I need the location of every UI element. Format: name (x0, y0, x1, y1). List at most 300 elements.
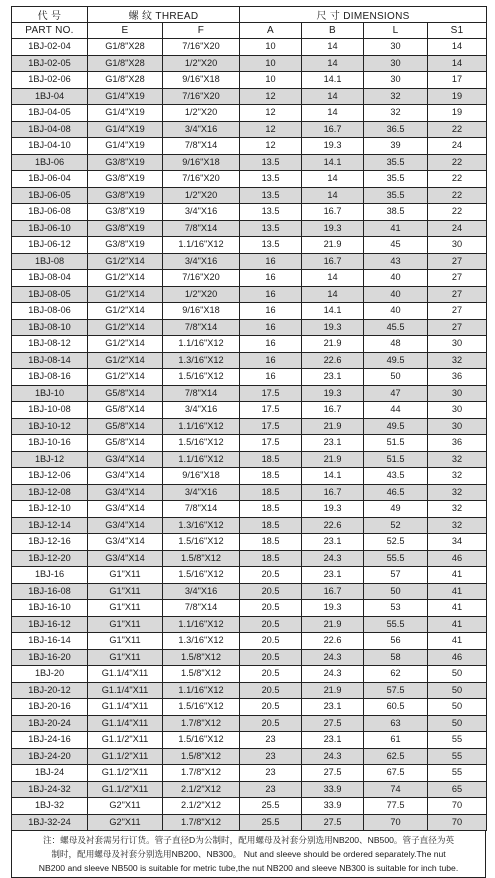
dimension-sheet (11, 6, 486, 878)
cell-thread-f: 3/4"X16 (163, 121, 240, 138)
table-row (12, 187, 487, 204)
cell-part-no: 1BJ-20-12 (12, 682, 88, 699)
cell-dim-l: 40 (364, 270, 428, 287)
cell-thread-e: G1.1/4"X11 (88, 715, 163, 732)
cell-dim-a: 23 (240, 781, 302, 798)
table-row (12, 501, 487, 518)
cell-dim-l: 30 (364, 55, 428, 72)
cell-dim-a: 20.5 (240, 715, 302, 732)
cell-dim-l: 30 (364, 72, 428, 89)
cell-thread-f: 2.1/2"X12 (163, 798, 240, 815)
cell-thread-f: 1.5/8"X12 (163, 748, 240, 765)
cell-part-no: 1BJ-06-08 (12, 204, 88, 221)
cell-thread-f: 1.1/16"X12 (163, 451, 240, 468)
cell-thread-e: G1/2"X14 (88, 369, 163, 386)
cell-part-no: 1BJ-12-10 (12, 501, 88, 518)
cell-dim-a: 20.5 (240, 666, 302, 683)
order-note (11, 831, 486, 878)
cell-dim-b: 16.7 (302, 253, 364, 270)
table-row (12, 286, 487, 303)
cell-dim-l: 40 (364, 303, 428, 320)
table-row (12, 303, 487, 320)
table-row (12, 517, 487, 534)
cell-dim-s1: 14 (428, 39, 487, 56)
cell-thread-f: 1/2"X20 (163, 55, 240, 72)
cell-part-no: 1BJ-02-04 (12, 39, 88, 56)
cell-dim-b: 27.5 (302, 715, 364, 732)
cell-dim-a: 13.5 (240, 237, 302, 254)
cell-dim-b: 19.3 (302, 501, 364, 518)
cell-part-no: 1BJ-06-12 (12, 237, 88, 254)
cell-dim-s1: 55 (428, 748, 487, 765)
cell-dim-s1: 19 (428, 105, 487, 122)
header-thread: 螺 纹 THREAD (88, 7, 240, 23)
cell-part-no: 1BJ-10 (12, 385, 88, 402)
cell-dim-a: 18.5 (240, 451, 302, 468)
cell-thread-f: 1/2"X20 (163, 105, 240, 122)
cell-dim-b: 14 (302, 55, 364, 72)
cell-dim-s1: 27 (428, 286, 487, 303)
cell-dim-l: 43 (364, 253, 428, 270)
cell-thread-e: G3/4"X14 (88, 550, 163, 567)
cell-part-no: 1BJ-24-20 (12, 748, 88, 765)
header-dimensions: 尺 寸 DIMENSIONS (240, 7, 487, 23)
cell-dim-l: 45 (364, 237, 428, 254)
cell-thread-e: G5/8"X14 (88, 418, 163, 435)
cell-dim-l: 52.5 (364, 534, 428, 551)
cell-thread-e: G1/2"X14 (88, 319, 163, 336)
cell-dim-l: 39 (364, 138, 428, 155)
cell-dim-a: 23 (240, 765, 302, 782)
header-col-b: B (302, 23, 364, 39)
cell-thread-f: 3/4"X16 (163, 204, 240, 221)
cell-thread-f: 1.5/16"X12 (163, 567, 240, 584)
cell-dim-a: 23 (240, 748, 302, 765)
cell-dim-l: 51.5 (364, 435, 428, 452)
cell-dim-l: 35.5 (364, 187, 428, 204)
header-col-a: A (240, 23, 302, 39)
cell-thread-e: G1/4"X19 (88, 138, 163, 155)
cell-dim-b: 27.5 (302, 814, 364, 831)
cell-part-no: 1BJ-16-08 (12, 583, 88, 600)
cell-dim-s1: 32 (428, 484, 487, 501)
cell-dim-l: 67.5 (364, 765, 428, 782)
cell-dim-l: 41 (364, 220, 428, 237)
table-row (12, 534, 487, 551)
cell-thread-e: G1.1/4"X11 (88, 699, 163, 716)
cell-thread-f: 1.3/16"X12 (163, 517, 240, 534)
cell-dim-s1: 19 (428, 88, 487, 105)
cell-dim-s1: 65 (428, 781, 487, 798)
cell-part-no: 1BJ-12-16 (12, 534, 88, 551)
cell-part-no: 1BJ-32-24 (12, 814, 88, 831)
cell-dim-b: 14 (302, 39, 364, 56)
cell-dim-s1: 22 (428, 204, 487, 221)
cell-dim-b: 14 (302, 270, 364, 287)
cell-dim-s1: 30 (428, 385, 487, 402)
cell-dim-s1: 32 (428, 501, 487, 518)
cell-dim-l: 77.5 (364, 798, 428, 815)
cell-dim-s1: 36 (428, 435, 487, 452)
cell-dim-l: 50 (364, 369, 428, 386)
cell-thread-e: G5/8"X14 (88, 402, 163, 419)
table-row (12, 781, 487, 798)
cell-dim-b: 14.1 (302, 72, 364, 89)
cell-dim-a: 12 (240, 88, 302, 105)
cell-thread-f: 1.1/16"X12 (163, 336, 240, 353)
cell-dim-a: 18.5 (240, 468, 302, 485)
cell-dim-b: 24.3 (302, 649, 364, 666)
cell-dim-b: 24.3 (302, 748, 364, 765)
cell-thread-e: G3/8"X19 (88, 171, 163, 188)
cell-dim-b: 21.9 (302, 616, 364, 633)
cell-dim-s1: 55 (428, 732, 487, 749)
cell-dim-b: 21.9 (302, 682, 364, 699)
cell-dim-a: 18.5 (240, 501, 302, 518)
cell-dim-s1: 32 (428, 352, 487, 369)
cell-dim-s1: 22 (428, 187, 487, 204)
cell-thread-f: 1.7/8"X12 (163, 765, 240, 782)
cell-dim-b: 14 (302, 171, 364, 188)
cell-dim-a: 16 (240, 270, 302, 287)
cell-thread-f: 1.5/16"X12 (163, 732, 240, 749)
cell-thread-f: 1.1/16"X12 (163, 682, 240, 699)
cell-dim-l: 49.5 (364, 418, 428, 435)
note-line-3: NB200 and sleeve NB500 is suitable for metric tube,the nut NB200 and sleeve NB300 is suitable for inch tube. (38, 863, 459, 873)
cell-thread-e: G1/4"X19 (88, 105, 163, 122)
table-row (12, 583, 487, 600)
cell-part-no: 1BJ-12-20 (12, 550, 88, 567)
cell-dim-a: 20.5 (240, 616, 302, 633)
dimension-table (11, 6, 487, 831)
cell-dim-b: 16.7 (302, 484, 364, 501)
cell-dim-a: 20.5 (240, 649, 302, 666)
cell-dim-l: 32 (364, 88, 428, 105)
header-col-l: L (364, 23, 428, 39)
table-row (12, 237, 487, 254)
cell-dim-l: 61 (364, 732, 428, 749)
cell-part-no: 1BJ-06-10 (12, 220, 88, 237)
cell-dim-b: 22.6 (302, 352, 364, 369)
cell-dim-l: 35.5 (364, 154, 428, 171)
cell-dim-l: 53 (364, 600, 428, 617)
cell-dim-s1: 41 (428, 633, 487, 650)
cell-dim-b: 23.1 (302, 732, 364, 749)
cell-dim-s1: 30 (428, 237, 487, 254)
table-row (12, 451, 487, 468)
cell-thread-f: 1.1/16"X12 (163, 616, 240, 633)
cell-dim-b: 22.6 (302, 633, 364, 650)
cell-dim-a: 12 (240, 121, 302, 138)
note-line-2: 制时，配用螺母及衬套分别选用NB200、NB300。 Nut and sleeve should be ordered separately.The nut (51, 849, 446, 859)
cell-thread-e: G1/2"X14 (88, 286, 163, 303)
cell-dim-a: 17.5 (240, 418, 302, 435)
cell-dim-b: 19.3 (302, 138, 364, 155)
cell-part-no: 1BJ-24-32 (12, 781, 88, 798)
cell-dim-l: 49.5 (364, 352, 428, 369)
cell-dim-s1: 30 (428, 402, 487, 419)
cell-thread-f: 1.5/8"X12 (163, 666, 240, 683)
header-col-f: F (163, 23, 240, 39)
table-row (12, 435, 487, 452)
cell-thread-f: 7/8"X14 (163, 501, 240, 518)
table-row (12, 666, 487, 683)
cell-dim-s1: 50 (428, 715, 487, 732)
cell-dim-b: 14.1 (302, 303, 364, 320)
cell-dim-a: 13.5 (240, 204, 302, 221)
cell-dim-s1: 41 (428, 583, 487, 600)
cell-thread-f: 1.5/16"X12 (163, 435, 240, 452)
cell-thread-f: 3/4"X16 (163, 583, 240, 600)
table-row (12, 699, 487, 716)
cell-dim-b: 23.1 (302, 699, 364, 716)
cell-dim-b: 22.6 (302, 517, 364, 534)
cell-dim-a: 16 (240, 253, 302, 270)
cell-thread-f: 9/16"X18 (163, 72, 240, 89)
cell-part-no: 1BJ-06-05 (12, 187, 88, 204)
cell-dim-s1: 32 (428, 451, 487, 468)
table-row (12, 55, 487, 72)
cell-dim-s1: 24 (428, 138, 487, 155)
cell-dim-a: 18.5 (240, 550, 302, 567)
cell-dim-s1: 50 (428, 666, 487, 683)
cell-part-no: 1BJ-12-08 (12, 484, 88, 501)
cell-thread-f: 1.5/8"X12 (163, 550, 240, 567)
cell-part-no: 1BJ-12-06 (12, 468, 88, 485)
cell-dim-l: 51.5 (364, 451, 428, 468)
cell-dim-l: 49 (364, 501, 428, 518)
cell-dim-s1: 50 (428, 682, 487, 699)
cell-dim-a: 20.5 (240, 699, 302, 716)
cell-dim-s1: 46 (428, 649, 487, 666)
cell-thread-e: G3/8"X19 (88, 204, 163, 221)
cell-dim-l: 62.5 (364, 748, 428, 765)
cell-thread-f: 7/16"X20 (163, 171, 240, 188)
cell-dim-s1: 46 (428, 550, 487, 567)
cell-dim-s1: 22 (428, 121, 487, 138)
cell-dim-b: 33.9 (302, 798, 364, 815)
cell-part-no: 1BJ-04 (12, 88, 88, 105)
table-row (12, 633, 487, 650)
table-row (12, 765, 487, 782)
cell-part-no: 1BJ-08-10 (12, 319, 88, 336)
cell-thread-e: G1/4"X19 (88, 121, 163, 138)
cell-thread-e: G1/4"X19 (88, 88, 163, 105)
cell-dim-a: 10 (240, 55, 302, 72)
cell-dim-a: 12 (240, 105, 302, 122)
cell-thread-e: G1.1/4"X11 (88, 666, 163, 683)
cell-dim-b: 21.9 (302, 336, 364, 353)
cell-dim-b: 19.3 (302, 220, 364, 237)
cell-dim-s1: 14 (428, 55, 487, 72)
cell-dim-a: 17.5 (240, 435, 302, 452)
cell-part-no: 1BJ-10-08 (12, 402, 88, 419)
cell-dim-b: 14.1 (302, 468, 364, 485)
cell-thread-f: 9/16"X18 (163, 468, 240, 485)
cell-dim-a: 25.5 (240, 798, 302, 815)
cell-dim-b: 19.3 (302, 319, 364, 336)
table-row (12, 484, 487, 501)
cell-thread-f: 2.1/2"X12 (163, 781, 240, 798)
cell-dim-b: 23.1 (302, 369, 364, 386)
cell-thread-f: 1.1/16"X12 (163, 418, 240, 435)
cell-dim-a: 17.5 (240, 385, 302, 402)
cell-thread-e: G3/4"X14 (88, 484, 163, 501)
cell-dim-a: 16 (240, 303, 302, 320)
table-row (12, 418, 487, 435)
table-row (12, 121, 487, 138)
table-row (12, 600, 487, 617)
cell-thread-f: 1.1/16"X12 (163, 237, 240, 254)
cell-part-no: 1BJ-06 (12, 154, 88, 171)
cell-thread-e: G1.1/2"X11 (88, 765, 163, 782)
cell-dim-s1: 24 (428, 220, 487, 237)
cell-dim-b: 27.5 (302, 765, 364, 782)
table-row (12, 402, 487, 419)
cell-dim-l: 47 (364, 385, 428, 402)
cell-part-no: 1BJ-24 (12, 765, 88, 782)
table-row (12, 88, 487, 105)
cell-thread-f: 7/8"X14 (163, 319, 240, 336)
cell-dim-l: 36.5 (364, 121, 428, 138)
cell-dim-a: 16 (240, 369, 302, 386)
cell-thread-e: G5/8"X14 (88, 385, 163, 402)
cell-dim-l: 46.5 (364, 484, 428, 501)
cell-dim-b: 33.9 (302, 781, 364, 798)
table-row (12, 319, 487, 336)
cell-dim-a: 13.5 (240, 187, 302, 204)
cell-thread-e: G2"X11 (88, 798, 163, 815)
cell-thread-e: G1/2"X14 (88, 352, 163, 369)
cell-dim-b: 14 (302, 105, 364, 122)
cell-thread-e: G1/2"X14 (88, 336, 163, 353)
cell-dim-b: 14.1 (302, 154, 364, 171)
cell-dim-a: 18.5 (240, 484, 302, 501)
cell-dim-a: 20.5 (240, 682, 302, 699)
cell-dim-a: 13.5 (240, 220, 302, 237)
cell-dim-s1: 34 (428, 534, 487, 551)
cell-dim-b: 23.1 (302, 435, 364, 452)
table-row (12, 39, 487, 56)
cell-dim-b: 14 (302, 286, 364, 303)
cell-dim-l: 56 (364, 633, 428, 650)
cell-part-no: 1BJ-08-06 (12, 303, 88, 320)
table-body (12, 39, 487, 831)
cell-dim-a: 10 (240, 72, 302, 89)
cell-dim-s1: 22 (428, 171, 487, 188)
cell-dim-a: 20.5 (240, 583, 302, 600)
cell-dim-b: 14 (302, 88, 364, 105)
cell-dim-b: 21.9 (302, 418, 364, 435)
cell-thread-e: G1.1/4"X11 (88, 682, 163, 699)
cell-thread-f: 1.5/16"X12 (163, 699, 240, 716)
cell-dim-l: 40 (364, 286, 428, 303)
cell-part-no: 1BJ-08-14 (12, 352, 88, 369)
header-part-en: PART NO. (12, 23, 88, 39)
cell-thread-e: G3/4"X14 (88, 517, 163, 534)
cell-thread-e: G1/2"X14 (88, 253, 163, 270)
cell-dim-l: 32 (364, 105, 428, 122)
cell-thread-f: 3/4"X16 (163, 484, 240, 501)
cell-dim-b: 21.9 (302, 237, 364, 254)
cell-thread-e: G1/8"X28 (88, 39, 163, 56)
cell-dim-a: 18.5 (240, 534, 302, 551)
cell-thread-e: G1/8"X28 (88, 55, 163, 72)
cell-thread-e: G1"X11 (88, 616, 163, 633)
cell-dim-b: 24.3 (302, 666, 364, 683)
table-row (12, 798, 487, 815)
cell-part-no: 1BJ-10-12 (12, 418, 88, 435)
cell-thread-e: G1/2"X14 (88, 270, 163, 287)
cell-dim-b: 16.7 (302, 583, 364, 600)
cell-thread-e: G3/4"X14 (88, 451, 163, 468)
header-part-cn: 代 号 (12, 7, 88, 23)
cell-part-no: 1BJ-04-08 (12, 121, 88, 138)
table-row (12, 72, 487, 89)
cell-dim-s1: 41 (428, 600, 487, 617)
cell-part-no: 1BJ-08-16 (12, 369, 88, 386)
cell-dim-s1: 41 (428, 567, 487, 584)
cell-dim-l: 63 (364, 715, 428, 732)
cell-thread-f: 3/4"X16 (163, 402, 240, 419)
cell-dim-l: 48 (364, 336, 428, 353)
cell-thread-f: 1.5/16"X12 (163, 534, 240, 551)
table-row (12, 732, 487, 749)
cell-thread-f: 1.3/16"X12 (163, 633, 240, 650)
cell-thread-f: 1.7/8"X12 (163, 814, 240, 831)
cell-dim-b: 19.3 (302, 385, 364, 402)
cell-thread-e: G1"X11 (88, 567, 163, 584)
cell-part-no: 1BJ-16-12 (12, 616, 88, 633)
cell-dim-a: 20.5 (240, 600, 302, 617)
table-row (12, 171, 487, 188)
cell-dim-l: 38.5 (364, 204, 428, 221)
cell-thread-e: G1/2"X14 (88, 303, 163, 320)
cell-dim-b: 23.1 (302, 534, 364, 551)
cell-dim-b: 14 (302, 187, 364, 204)
cell-thread-f: 1.5/16"X12 (163, 369, 240, 386)
cell-dim-l: 55.5 (364, 550, 428, 567)
cell-part-no: 1BJ-16 (12, 567, 88, 584)
cell-dim-a: 23 (240, 732, 302, 749)
table-row (12, 336, 487, 353)
table-row (12, 550, 487, 567)
table-row (12, 105, 487, 122)
cell-thread-e: G2"X11 (88, 814, 163, 831)
table-row (12, 220, 487, 237)
cell-dim-s1: 50 (428, 699, 487, 716)
cell-dim-l: 62 (364, 666, 428, 683)
cell-thread-e: G3/4"X14 (88, 501, 163, 518)
table-row (12, 204, 487, 221)
cell-dim-l: 44 (364, 402, 428, 419)
table-row (12, 352, 487, 369)
note-line-1: 注：螺母及衬套需另行订货。管子直径D为公制时，配用螺母及衬套分别选用NB200、NB500。管子直径为英 (42, 835, 455, 845)
cell-dim-l: 50 (364, 583, 428, 600)
cell-dim-l: 70 (364, 814, 428, 831)
cell-dim-a: 12 (240, 138, 302, 155)
cell-part-no: 1BJ-12-14 (12, 517, 88, 534)
cell-thread-e: G1"X11 (88, 649, 163, 666)
cell-part-no: 1BJ-02-05 (12, 55, 88, 72)
cell-dim-b: 16.7 (302, 121, 364, 138)
cell-thread-e: G3/8"X19 (88, 154, 163, 171)
cell-part-no: 1BJ-12 (12, 451, 88, 468)
cell-part-no: 1BJ-24-16 (12, 732, 88, 749)
table-row (12, 715, 487, 732)
cell-part-no: 1BJ-20-24 (12, 715, 88, 732)
cell-thread-f: 7/16"X20 (163, 39, 240, 56)
